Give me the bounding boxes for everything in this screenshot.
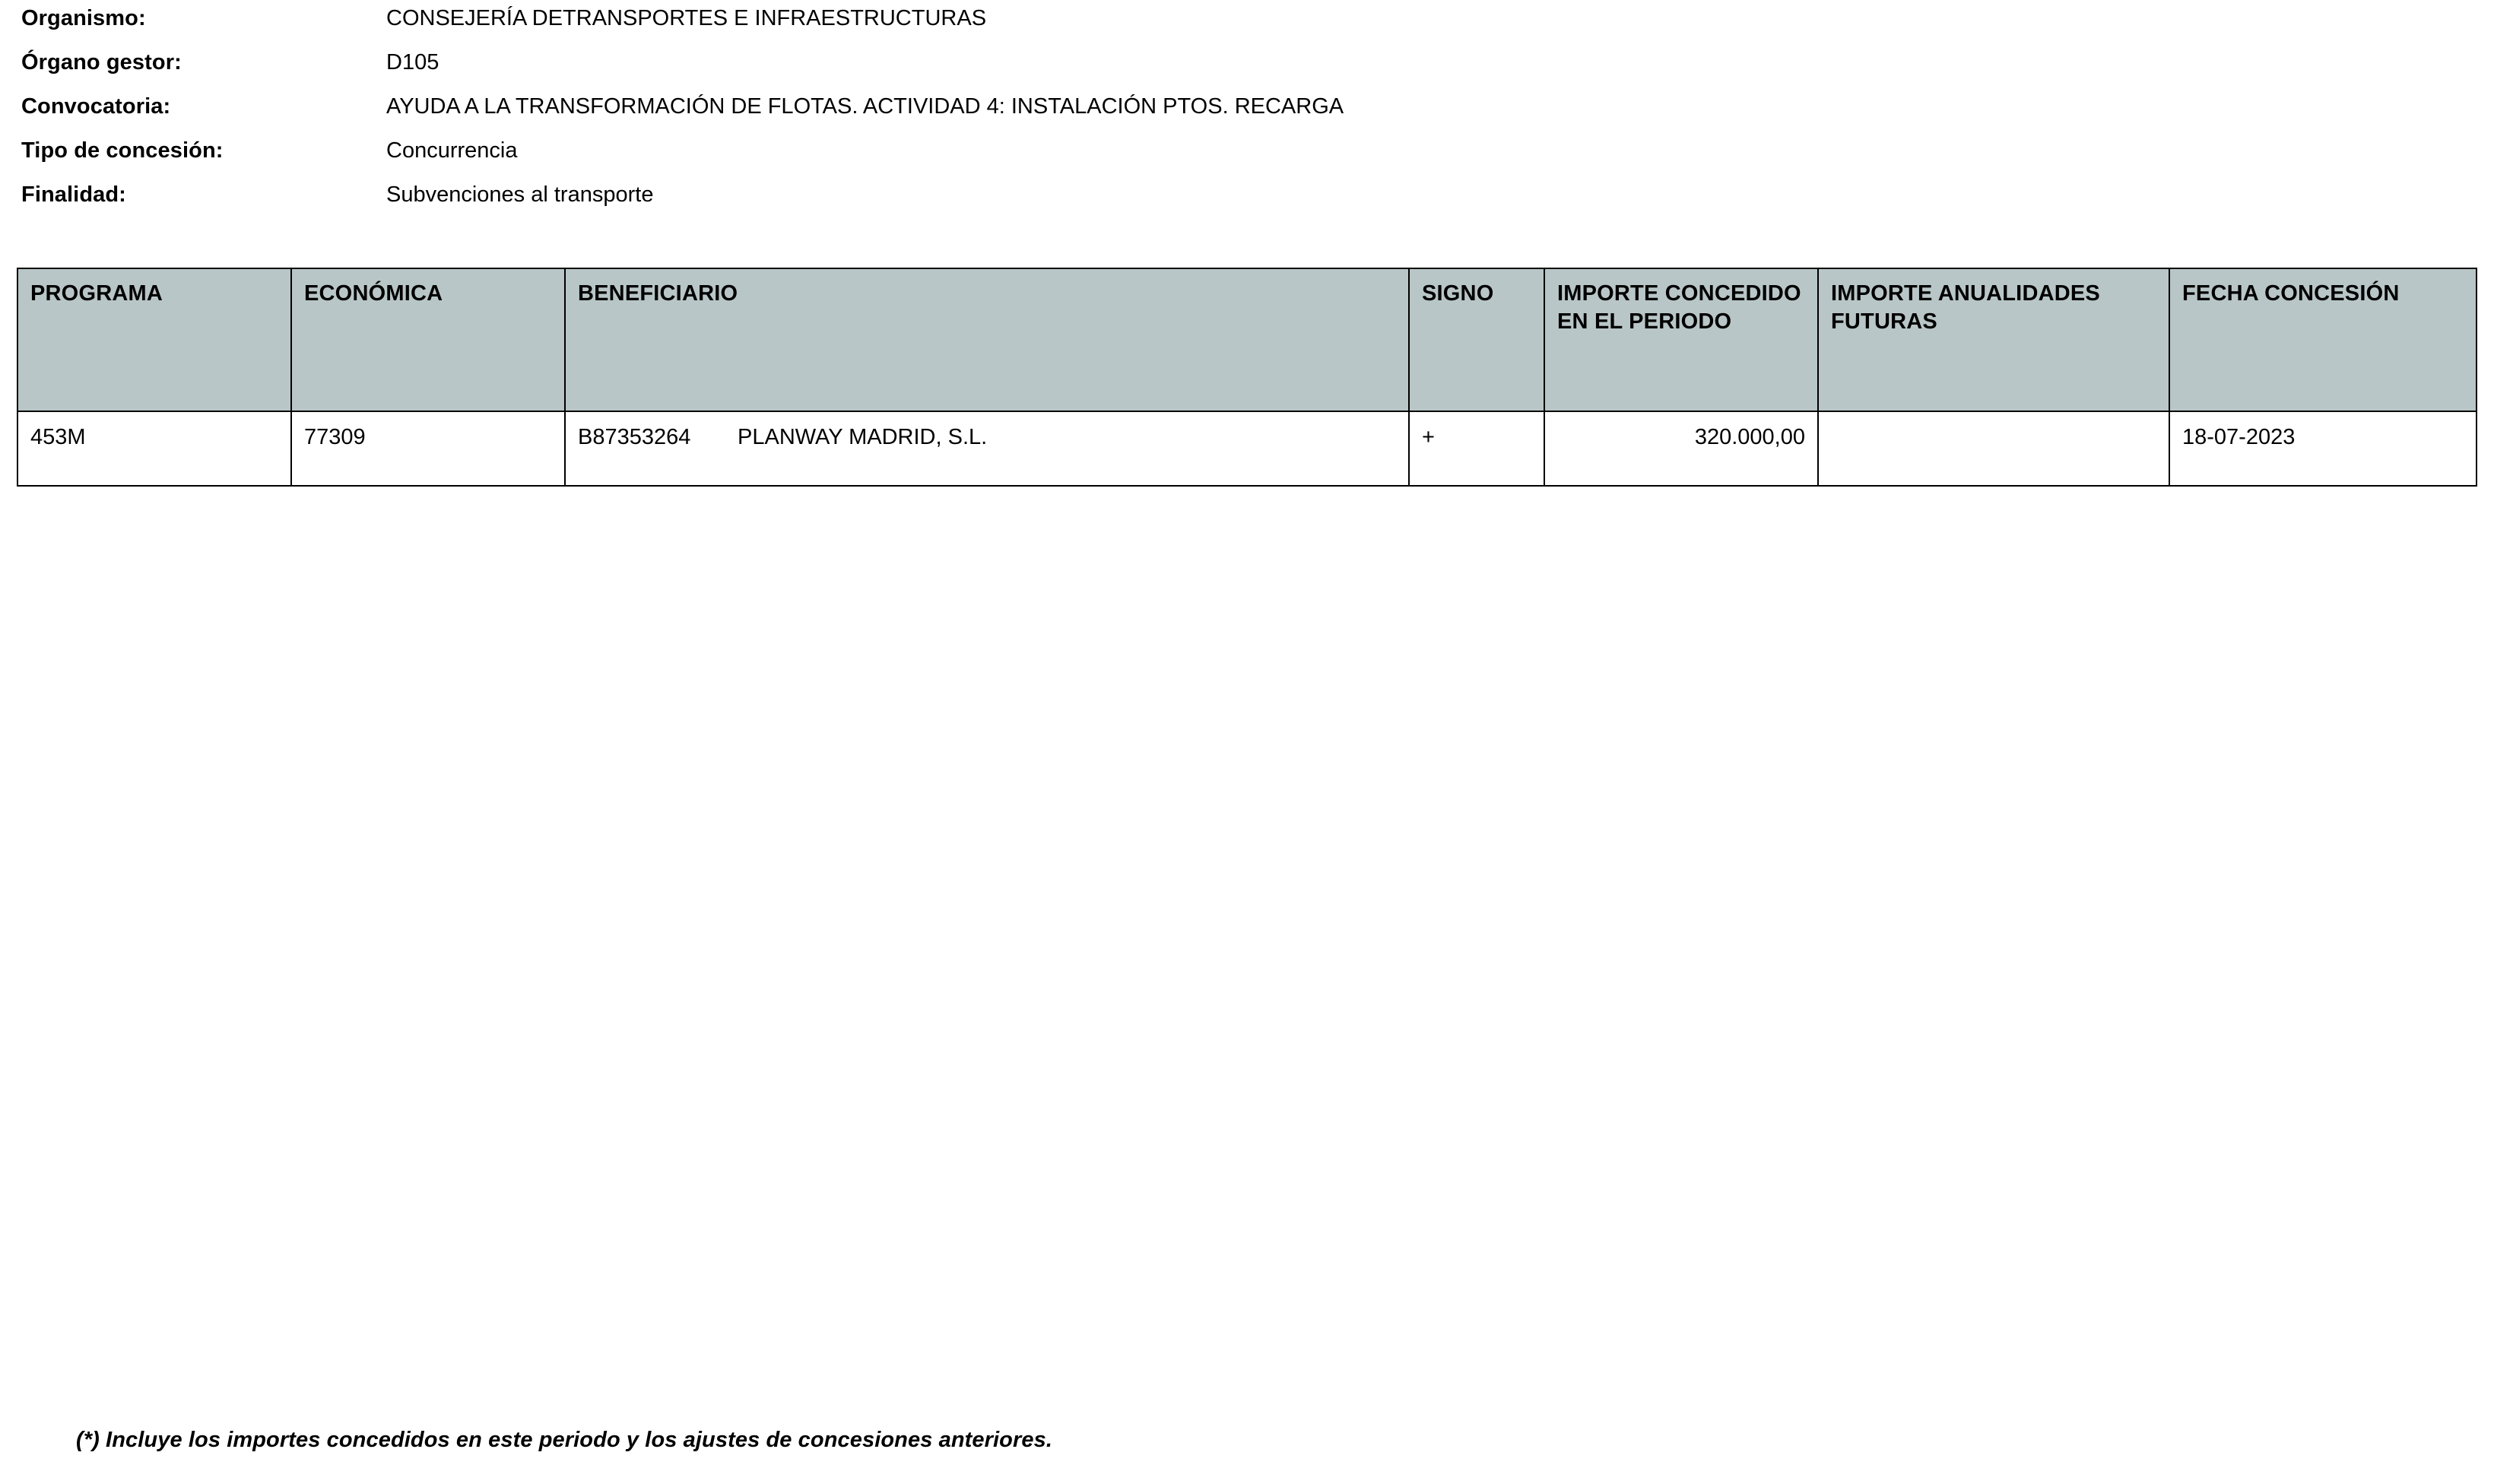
meta-label-convocatoria: Convocatoria: [21,94,171,119]
meta-value-organismo: CONSEJERÍA DETRANSPORTES E INFRAESTRUCTURAS [386,6,987,30]
meta-value-organo-gestor: D105 [386,50,439,75]
table-body [17,411,2477,486]
meta-row-tipo-concesion [21,138,2302,182]
meta-label-organo-gestor: Órgano gestor: [21,50,182,75]
cell-programa: 453M [17,411,291,486]
column-header-importe-anualidades: IMPORTE ANUALIDADES FUTURAS [1818,268,2169,411]
metadata-block [21,6,2302,227]
cell-fecha-concesion: 18-07-2023 [2169,411,2477,486]
cell-importe-concedido: 320.000,00 [1544,411,1818,486]
column-header-economica: ECONÓMICA [291,268,565,411]
table-header-row [17,268,2477,411]
table-header [17,268,2477,411]
column-header-beneficiario: BENEFICIARIO [565,268,1409,411]
cell-signo: + [1409,411,1544,486]
meta-value-finalidad: Subvenciones al transporte [386,182,654,207]
table-row [17,411,2477,486]
meta-row-organo-gestor [21,50,2302,94]
cell-economica: 77309 [291,411,565,486]
meta-value-convocatoria: AYUDA A LA TRANSFORMACIÓN DE FLOTAS. ACTIVIDAD 4: INSTALACIÓN PTOS. RECARGA [386,94,1344,119]
meta-label-organismo: Organismo: [21,6,146,30]
cell-beneficiario [565,411,1409,486]
meta-row-organismo [21,6,2302,50]
column-header-programa: PROGRAMA [17,268,291,411]
footnote: (*) Incluye los importes concedidos en este periodo y los ajustes de concesiones anteriores. [76,1428,1052,1452]
column-header-fecha-concesion: FECHA CONCESIÓN [2169,268,2477,411]
meta-value-tipo-concesion: Concurrencia [386,138,518,163]
column-header-importe-concedido: IMPORTE CONCEDIDO EN EL PERIODO [1544,268,1818,411]
meta-row-convocatoria [21,94,2302,138]
cell-beneficiario-id: B87353264 [578,425,691,449]
grants-table [17,268,2477,487]
cell-beneficiario-nombre: PLANWAY MADRID, S.L. [738,425,988,449]
meta-label-tipo-concesion: Tipo de concesión: [21,138,224,163]
meta-row-finalidad [21,182,2302,227]
cell-importe-anualidades [1818,411,2169,486]
column-header-signo: SIGNO [1409,268,1544,411]
meta-label-finalidad: Finalidad: [21,182,126,207]
